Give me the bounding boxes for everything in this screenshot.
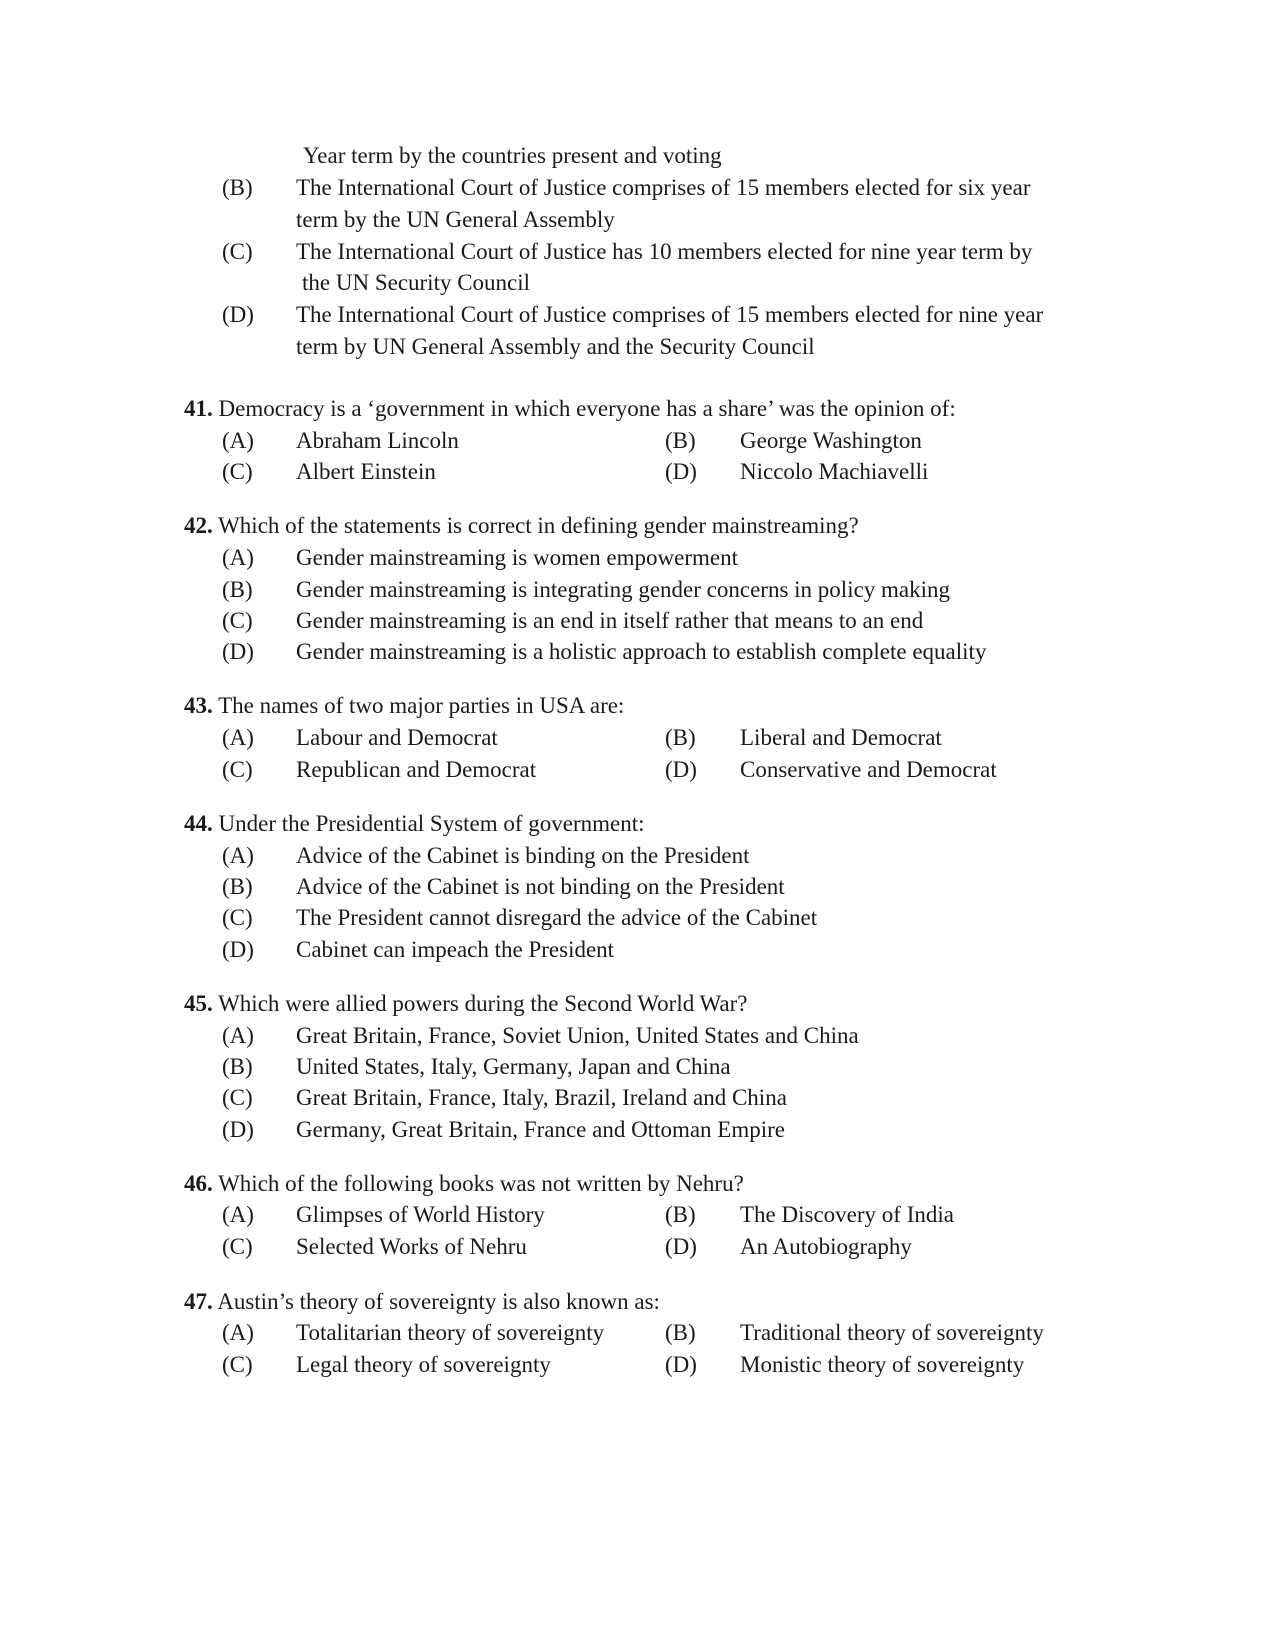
option-text: Gender mainstreaming is a holistic approach to establish complete equality bbox=[296, 639, 987, 664]
option-text: Gender mainstreaming is integrating gender concerns in policy making bbox=[296, 577, 951, 602]
option-a-continuation: Year term by the countries present and voting bbox=[303, 143, 722, 168]
option-text: Traditional theory of sovereignty bbox=[740, 1320, 1044, 1345]
option-letter: (B) bbox=[222, 1054, 253, 1079]
option-text: Conservative and Democrat bbox=[740, 757, 997, 782]
option-letter: (A) bbox=[222, 1023, 254, 1048]
question-stem bbox=[184, 809, 645, 839]
option-letter: (D) bbox=[222, 937, 254, 962]
option-letter: (A) bbox=[222, 843, 254, 868]
option-letter: (A) bbox=[222, 545, 254, 570]
option-text: the UN Security Council bbox=[302, 270, 531, 295]
option-letter: (C) bbox=[222, 1085, 253, 1110]
option-text: United States, Italy, Germany, Japan and China bbox=[296, 1054, 731, 1079]
option-letter: (C) bbox=[222, 239, 253, 264]
option-text: Abraham Lincoln bbox=[296, 428, 459, 453]
option-text: Cabinet can impeach the President bbox=[296, 937, 615, 962]
option-text: Great Britain, France, Soviet Union, United States and China bbox=[296, 1023, 859, 1048]
option-letter: (D) bbox=[222, 302, 254, 327]
option-text: Labour and Democrat bbox=[296, 725, 498, 750]
option-text: Liberal and Democrat bbox=[740, 725, 942, 750]
question-number: 46. bbox=[184, 1171, 213, 1196]
question-text: Austin’s theory of sovereignty is also known as: bbox=[217, 1289, 660, 1314]
question-number: 45. bbox=[184, 991, 213, 1016]
option-letter: (B) bbox=[665, 428, 696, 453]
question-number: 42. bbox=[184, 513, 213, 538]
option-text: Great Britain, France, Italy, Brazil, Ireland and China bbox=[296, 1085, 787, 1110]
question-text: Under the Presidential System of government: bbox=[218, 811, 645, 836]
question-number: 44. bbox=[184, 811, 213, 836]
option-letter: (A) bbox=[222, 1320, 254, 1345]
option-letter: (B) bbox=[222, 175, 253, 200]
option-text: Republican and Democrat bbox=[296, 757, 537, 782]
option-letter: (B) bbox=[665, 725, 696, 750]
option-letter: (B) bbox=[665, 1202, 696, 1227]
option-text: Legal theory of sovereignty bbox=[296, 1352, 551, 1377]
option-letter: (D) bbox=[665, 459, 697, 484]
option-text: An Autobiography bbox=[740, 1234, 912, 1259]
option-text: Niccolo Machiavelli bbox=[740, 459, 929, 484]
question-stem bbox=[184, 1287, 660, 1317]
option-text: Advice of the Cabinet is not binding on the President bbox=[296, 874, 785, 899]
option-text: Germany, Great Britain, France and Ottoman Empire bbox=[296, 1117, 786, 1142]
option-letter: (B) bbox=[222, 577, 253, 602]
option-letter: (C) bbox=[222, 905, 253, 930]
option-letter: (D) bbox=[665, 757, 697, 782]
option-letter: (A) bbox=[222, 1202, 254, 1227]
option-text: The International Court of Justice has 10 members elected for nine year term by bbox=[296, 239, 1033, 264]
option-letter: (D) bbox=[222, 1117, 254, 1142]
option-text: The Discovery of India bbox=[740, 1202, 954, 1227]
option-text: term by UN General Assembly and the Security Council bbox=[296, 334, 815, 359]
question-text: Which were allied powers during the Second World War? bbox=[218, 991, 748, 1016]
option-text: Advice of the Cabinet is binding on the President bbox=[296, 843, 750, 868]
question-stem bbox=[184, 511, 859, 541]
option-letter: (A) bbox=[222, 725, 254, 750]
question-text: Democracy is a ‘government in which everyone has a share’ was the opinion of: bbox=[218, 396, 956, 421]
question-stem bbox=[184, 1169, 744, 1199]
question-number: 43. bbox=[184, 693, 213, 718]
option-text: The President cannot disregard the advice of the Cabinet bbox=[296, 905, 818, 930]
option-text: The International Court of Justice comprises of 15 members elected for six year bbox=[296, 175, 1031, 200]
question-number: 47. bbox=[184, 1289, 213, 1314]
question-stem bbox=[184, 989, 748, 1019]
question-number: 41. bbox=[184, 396, 213, 421]
option-text: Monistic theory of sovereignty bbox=[740, 1352, 1025, 1377]
option-letter: (D) bbox=[222, 639, 254, 664]
option-text: Glimpses of World History bbox=[296, 1202, 545, 1227]
option-letter: (B) bbox=[665, 1320, 696, 1345]
option-text: Gender mainstreaming is women empowerment bbox=[296, 545, 738, 570]
question-text: Which of the following books was not written by Nehru? bbox=[218, 1171, 744, 1196]
option-letter: (C) bbox=[222, 1352, 253, 1377]
question-text: Which of the statements is correct in defining gender mainstreaming? bbox=[218, 513, 859, 538]
question-stem bbox=[184, 394, 956, 424]
option-text: George Washington bbox=[740, 428, 922, 453]
question-stem bbox=[184, 691, 624, 721]
option-text: Selected Works of Nehru bbox=[296, 1234, 527, 1259]
option-letter: (C) bbox=[222, 608, 253, 633]
option-text: The International Court of Justice comprises of 15 members elected for nine year bbox=[296, 302, 1044, 327]
option-letter: (A) bbox=[222, 428, 254, 453]
option-text: Totalitarian theory of sovereignty bbox=[296, 1320, 605, 1345]
option-letter: (D) bbox=[665, 1352, 697, 1377]
option-letter: (C) bbox=[222, 1234, 253, 1259]
option-text: Albert Einstein bbox=[296, 459, 436, 484]
option-text: term by the UN General Assembly bbox=[296, 207, 615, 232]
option-text: Gender mainstreaming is an end in itself rather that means to an end bbox=[296, 608, 924, 633]
option-letter: (C) bbox=[222, 757, 253, 782]
question-text: The names of two major parties in USA are: bbox=[218, 693, 625, 718]
option-letter: (D) bbox=[665, 1234, 697, 1259]
option-letter: (C) bbox=[222, 459, 253, 484]
option-letter: (B) bbox=[222, 874, 253, 899]
